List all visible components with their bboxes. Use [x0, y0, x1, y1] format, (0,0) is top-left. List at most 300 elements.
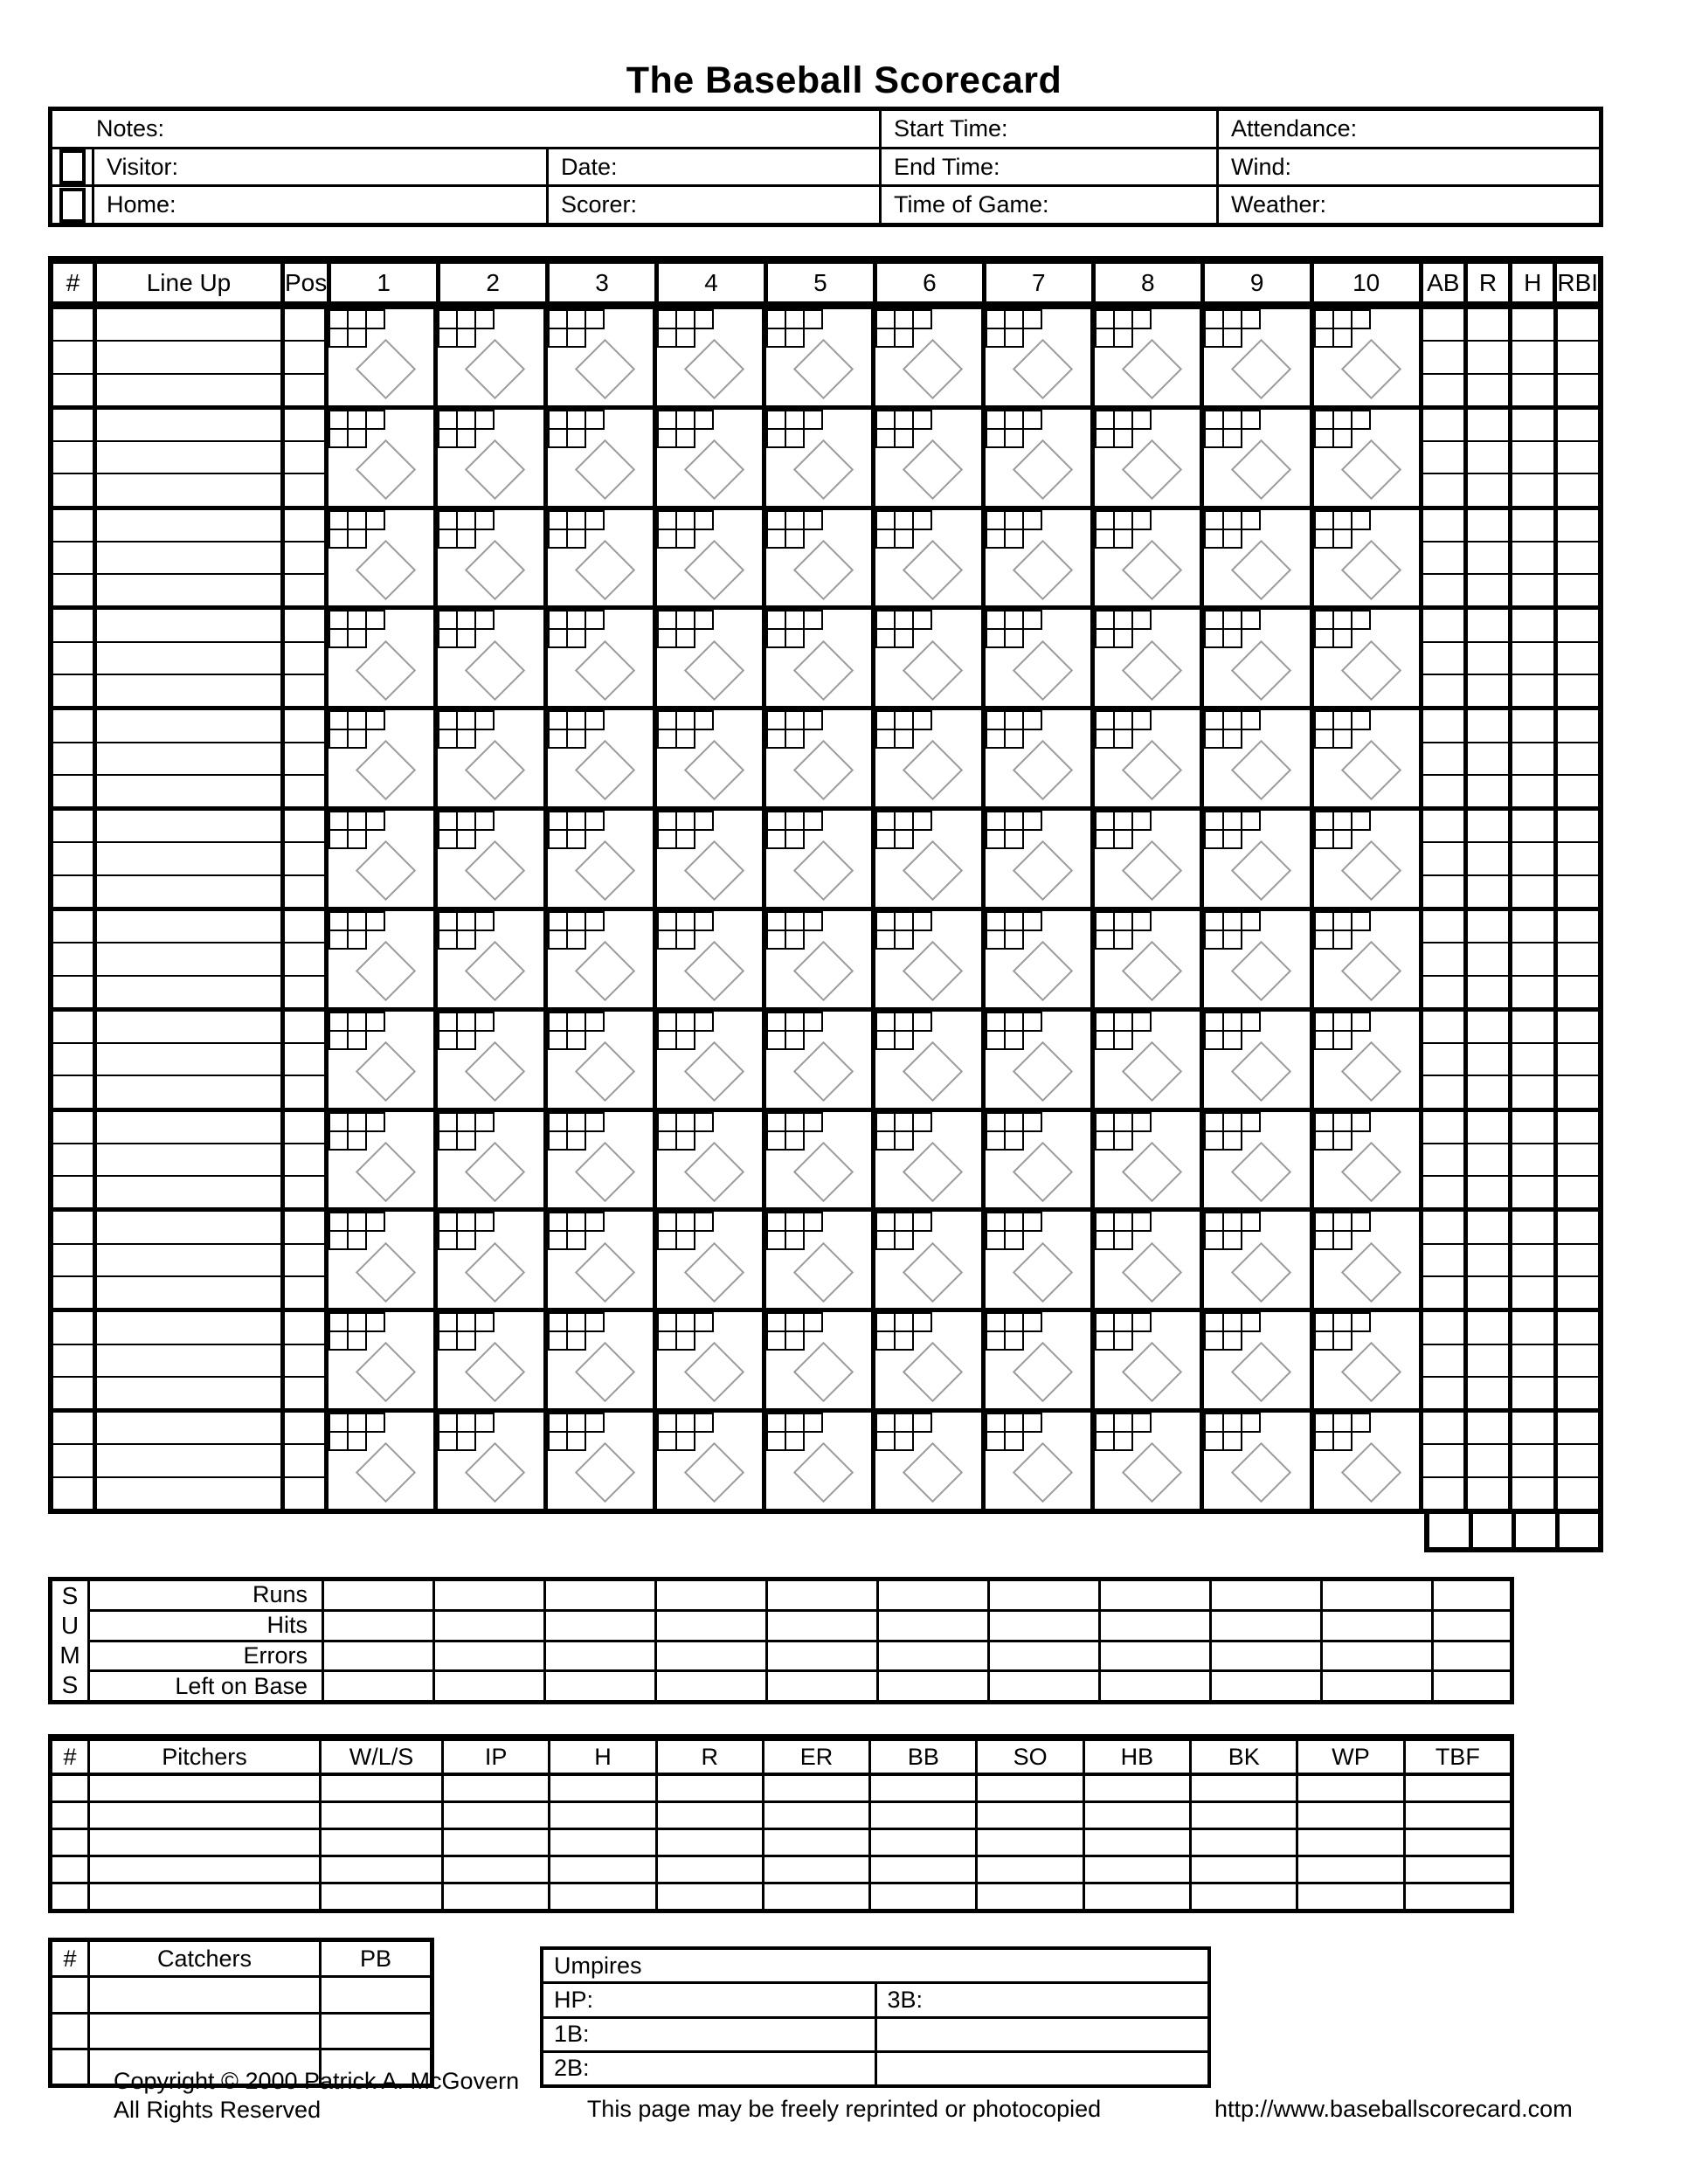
sums-row — [90, 1581, 1510, 1609]
inning-cell — [981, 1112, 1090, 1208]
player-number-cell — [53, 1413, 93, 1509]
player-name-cell — [93, 1012, 280, 1108]
pitch-count-box — [347, 428, 367, 448]
strikes-row — [1095, 428, 1152, 448]
sub-cell — [1468, 340, 1508, 372]
pitch-count-boxes — [875, 1012, 932, 1050]
balls-row — [438, 610, 495, 630]
h-total-cell — [1512, 1514, 1555, 1547]
rbi-stat-cell — [1553, 911, 1598, 1007]
pitch-count-box — [548, 309, 568, 329]
pitch-count-box — [1204, 529, 1224, 549]
pitch-count-box — [456, 811, 476, 831]
strikes-row — [548, 1030, 605, 1050]
basepath-diamond-icon — [356, 339, 416, 399]
sums-inning-cell — [322, 1581, 432, 1609]
pitch-count-box — [1332, 710, 1352, 730]
pitch-count-box — [875, 1413, 896, 1433]
pitch-count-boxes — [548, 510, 605, 549]
pitch-count-box — [548, 628, 568, 648]
h-stat-cell — [1508, 1012, 1553, 1108]
basepath-diamond-icon — [903, 339, 963, 399]
basepath-diamond-icon — [574, 1342, 634, 1402]
pitch-count-box — [329, 1030, 349, 1050]
basepath-diamond-icon — [356, 941, 416, 1001]
pitch-count-boxes — [875, 1413, 932, 1451]
r-stat-cell — [1463, 1212, 1508, 1308]
strikes-row — [329, 930, 385, 950]
inning-8-header: 8 — [1091, 264, 1200, 301]
balls-row — [766, 510, 823, 530]
basepath-diamond-icon — [465, 439, 525, 500]
basepath-diamond-icon — [574, 339, 634, 399]
sub-cell — [97, 410, 280, 440]
pitch-count-box — [894, 729, 914, 749]
pitch-count-box — [766, 510, 786, 530]
pitch-count-box — [1095, 1230, 1115, 1250]
pitch-count-box — [1314, 529, 1334, 549]
pitch-count-boxes — [548, 1312, 605, 1351]
inning-cell — [762, 309, 871, 405]
pitch-count-box — [657, 1012, 677, 1032]
basepath-diamond-icon — [903, 740, 963, 800]
pitch-count-box — [675, 1431, 695, 1451]
pitch-count-box — [1022, 510, 1042, 530]
basepath-diamond-icon — [465, 1241, 525, 1302]
player-position-cell — [280, 309, 324, 405]
inning-cell — [762, 811, 871, 907]
home-plate-umpire-field: HP: — [554, 1986, 594, 2013]
pitch-count-box — [566, 1030, 586, 1050]
sub-cell — [1468, 1042, 1508, 1075]
basepath-diamond-icon — [1122, 1342, 1182, 1402]
sub-cell — [285, 610, 324, 640]
balls-row — [1095, 1212, 1152, 1232]
inning-cell — [871, 1212, 980, 1308]
basepath-diamond-icon — [465, 1442, 525, 1503]
pitch-count-box — [329, 1212, 349, 1232]
player-row — [53, 1308, 1598, 1408]
pitch-count-box — [785, 1330, 805, 1351]
basepath-diamond-icon — [1013, 339, 1073, 399]
sub-cell — [97, 440, 280, 473]
inning-cell — [871, 811, 980, 907]
basepath-diamond-icon — [465, 840, 525, 901]
pitch-count-box — [1113, 729, 1133, 749]
basepath-diamond-icon — [793, 1041, 854, 1102]
pitch-count-box — [1314, 428, 1334, 448]
pitch-count-box — [1095, 911, 1115, 931]
pitcher-data-cell — [319, 1830, 441, 1855]
player-name-cell — [93, 309, 280, 405]
pitch-count-boxes — [875, 1212, 932, 1250]
basepath-diamond-icon — [1340, 339, 1401, 399]
balls-row — [657, 710, 714, 730]
pitch-count-box — [986, 1330, 1006, 1351]
pitcher-data-cell — [655, 1830, 762, 1855]
pitch-count-box — [438, 510, 458, 530]
pitch-count-box — [675, 410, 695, 430]
balls-row — [766, 410, 823, 430]
pitch-count-boxes — [766, 1012, 823, 1050]
balls-row — [986, 811, 1042, 831]
sub-cell — [53, 373, 93, 405]
balls-row — [438, 410, 495, 430]
basepath-diamond-icon — [1231, 339, 1291, 399]
sub-cell — [53, 1112, 93, 1143]
inning-cell — [871, 1012, 980, 1108]
pitch-count-box — [329, 428, 349, 448]
basepath-diamond-icon — [1122, 1241, 1182, 1302]
pitch-count-boxes — [1095, 410, 1152, 448]
strikes-row — [548, 829, 605, 849]
pitch-count-box — [894, 410, 914, 430]
sums-inning-cell — [1209, 1581, 1320, 1609]
pitch-count-boxes — [986, 410, 1042, 448]
pitch-count-box — [1131, 1413, 1152, 1433]
pitch-count-box — [347, 1330, 367, 1351]
pitch-count-boxes — [766, 911, 823, 950]
pitch-count-box — [438, 1330, 458, 1351]
pitch-count-box — [1113, 309, 1133, 329]
pitch-count-box — [894, 510, 914, 530]
pitch-count-box — [438, 710, 458, 730]
inning-cell — [981, 1212, 1090, 1308]
pitch-count-box — [329, 811, 349, 831]
strikes-row — [438, 328, 495, 348]
inning-cell — [433, 1012, 543, 1108]
sub-cell — [285, 874, 324, 907]
pitch-count-boxes — [1204, 710, 1261, 749]
strikes-row — [657, 529, 714, 549]
strikes-row — [986, 529, 1042, 549]
balls-row — [875, 1212, 932, 1232]
basepath-diamond-icon — [684, 1442, 744, 1503]
sub-cell — [53, 1012, 93, 1042]
pitch-count-box — [1241, 1012, 1261, 1032]
pitch-count-box — [1314, 1130, 1334, 1151]
pitch-count-box — [329, 930, 349, 950]
pitch-count-box — [438, 1012, 458, 1032]
pitch-count-boxes — [1095, 811, 1152, 849]
pitch-count-boxes — [1314, 510, 1371, 549]
sub-cell — [285, 1112, 324, 1143]
pitch-count-box — [566, 328, 586, 348]
pitch-count-boxes — [1314, 911, 1371, 950]
pitch-count-box — [986, 930, 1006, 950]
inning-cell — [1090, 710, 1200, 806]
h-stat-cell — [1508, 1413, 1553, 1509]
pitch-count-boxes — [329, 811, 385, 849]
pitch-count-box — [1332, 1130, 1352, 1151]
basepath-diamond-icon — [1122, 439, 1182, 500]
sub-cell — [53, 874, 93, 907]
sums-inning-cell — [654, 1581, 765, 1609]
pitch-count-box — [1131, 410, 1152, 430]
pitch-count-boxes — [875, 1112, 932, 1151]
pitch-count-box — [894, 1312, 914, 1332]
pitcher-data-cell — [975, 1803, 1082, 1828]
strikes-row — [438, 1030, 495, 1050]
pitch-count-boxes — [1204, 510, 1261, 549]
pitch-count-boxes — [548, 710, 605, 749]
inning-cell — [433, 1112, 543, 1208]
visitor-checkbox-cell — [52, 149, 92, 185]
grid-header-row — [53, 264, 1598, 309]
pitch-count-box — [1095, 328, 1115, 348]
info-row-visitor — [52, 147, 1599, 185]
balls-row — [438, 510, 495, 530]
basepath-diamond-icon — [903, 941, 963, 1001]
pitch-count-box — [566, 1230, 586, 1250]
basepath-diamond-icon — [1231, 540, 1291, 600]
balls-row — [329, 1312, 385, 1332]
pitch-count-box — [766, 628, 786, 648]
pitch-count-box — [347, 930, 367, 950]
pitch-count-box — [766, 1330, 786, 1351]
basepath-diamond-icon — [356, 1142, 416, 1202]
pitch-count-box — [548, 1330, 568, 1351]
sums-inning-cell — [654, 1612, 765, 1640]
balls-row — [438, 309, 495, 329]
pitch-count-box — [803, 1312, 823, 1332]
inning-cell — [653, 510, 762, 606]
pitcher-data-cell — [655, 1776, 762, 1800]
pitch-count-box — [1241, 1112, 1261, 1132]
basepath-diamond-icon — [684, 740, 744, 800]
pitch-count-box — [766, 1431, 786, 1451]
inning-cell — [1200, 811, 1309, 907]
pitch-count-box — [875, 710, 896, 730]
pitch-count-boxes — [548, 610, 605, 648]
sub-cell — [97, 774, 280, 806]
inning-cell — [653, 911, 762, 1007]
strikes-row — [1314, 1030, 1371, 1050]
ab-stat-cell — [1419, 410, 1463, 506]
inning-cell — [981, 710, 1090, 806]
sums-inning-cell — [432, 1672, 543, 1700]
pitcher-data-cell — [87, 1857, 319, 1882]
sub-cell — [1423, 309, 1463, 340]
sub-cell — [1558, 440, 1598, 473]
pitch-count-box — [329, 911, 349, 931]
player-position-cell — [280, 410, 324, 506]
rbi-column-header: RBI — [1553, 264, 1598, 301]
pitch-count-box — [875, 610, 896, 630]
strikes-row — [875, 829, 932, 849]
sub-cell — [53, 1075, 93, 1107]
pitch-count-box — [548, 1230, 568, 1250]
pitch-count-box — [986, 911, 1006, 931]
pitch-count-box — [986, 829, 1006, 849]
pitch-count-box — [1204, 911, 1224, 931]
basepath-diamond-icon — [1013, 439, 1073, 500]
pitch-count-box — [803, 1112, 823, 1132]
ab-stat-cell — [1419, 710, 1463, 806]
basepath-diamond-icon — [574, 439, 634, 500]
pitch-count-box — [766, 829, 786, 849]
pitch-count-boxes — [657, 811, 714, 849]
basepath-diamond-icon — [1340, 1342, 1401, 1402]
ab-stat-cell — [1419, 811, 1463, 907]
sums-inning-cell — [765, 1612, 876, 1640]
sub-cell — [97, 1175, 280, 1207]
sums-inning-cell — [432, 1642, 543, 1670]
pitch-count-box — [1222, 1112, 1242, 1132]
player-number-cell — [53, 1012, 93, 1108]
pitch-count-box — [1095, 1330, 1115, 1351]
sub-cell — [285, 841, 324, 874]
pitcher-data-cell — [1189, 1857, 1296, 1882]
pitch-count-box — [1022, 911, 1042, 931]
pitch-count-box — [986, 1130, 1006, 1151]
inning-cell — [324, 811, 433, 907]
pitch-count-box — [1113, 1413, 1133, 1433]
sub-cell — [1468, 373, 1508, 405]
sums-row — [90, 1669, 1510, 1700]
sub-cell — [285, 1476, 324, 1509]
inning-cell — [1200, 610, 1309, 706]
sub-cell — [1558, 911, 1598, 942]
r-total-cell — [1469, 1514, 1512, 1547]
pitch-count-box — [548, 510, 568, 530]
pitcher-data-cell — [762, 1803, 868, 1828]
sub-cell — [1558, 710, 1598, 741]
strikes-row — [875, 1230, 932, 1250]
pitch-count-box — [329, 628, 349, 648]
pitch-count-box — [347, 309, 367, 329]
pitch-count-box — [474, 309, 495, 329]
balls-row — [766, 911, 823, 931]
h-stat-cell — [1508, 1112, 1553, 1208]
pitch-count-box — [675, 1212, 695, 1232]
strikes-row — [1095, 1030, 1152, 1050]
home-checkbox — [59, 188, 86, 223]
pitch-count-box — [657, 729, 677, 749]
pitch-count-box — [1332, 309, 1352, 329]
pitch-count-boxes — [1314, 1212, 1371, 1250]
pitch-count-box — [1113, 328, 1133, 348]
sub-cell — [1468, 742, 1508, 774]
sub-cell — [53, 1376, 93, 1408]
inning-cell — [653, 1112, 762, 1208]
inning-cell — [324, 1112, 433, 1208]
basepath-diamond-icon — [793, 1142, 854, 1202]
pitch-count-box — [474, 1112, 495, 1132]
pitch-count-boxes — [548, 1413, 605, 1451]
balls-row — [986, 510, 1042, 530]
pitch-count-box — [875, 1012, 896, 1032]
pitch-count-box — [912, 1212, 932, 1232]
balls-row — [548, 710, 605, 730]
player-row — [53, 907, 1598, 1007]
inning-cell — [1200, 1212, 1309, 1308]
sums-body — [87, 1581, 1510, 1700]
sub-cell — [1558, 1212, 1598, 1242]
pitch-count-box — [785, 1112, 805, 1132]
visitor-field: Visitor: — [92, 149, 546, 185]
pitch-count-box — [894, 911, 914, 931]
inning-cell — [324, 410, 433, 506]
balls-row — [986, 911, 1042, 931]
rights-line: All Rights Reserved — [114, 2097, 322, 2123]
sub-cell — [1423, 774, 1463, 806]
pitch-count-box — [347, 510, 367, 530]
pitch-count-boxes — [1095, 1413, 1152, 1451]
sums-inning-cell — [876, 1672, 987, 1700]
pitch-count-box — [894, 1012, 914, 1032]
catcher-row — [52, 1975, 430, 2011]
first-base-umpire-field: 1B: — [554, 2021, 590, 2048]
catcher-row — [52, 2012, 430, 2048]
pitch-count-box — [675, 829, 695, 849]
pitch-count-box — [1314, 1112, 1334, 1132]
basepath-diamond-icon — [793, 540, 854, 600]
strikes-row — [329, 529, 385, 549]
inning-cell — [433, 410, 543, 506]
pitch-count-box — [1004, 1112, 1024, 1132]
pitch-count-box — [875, 628, 896, 648]
pitchers-header-row — [52, 1741, 1510, 1776]
pitch-count-box — [894, 829, 914, 849]
inning-cell — [1090, 309, 1200, 405]
pitch-count-box — [1314, 710, 1334, 730]
pitch-count-box — [894, 1130, 914, 1151]
balls-row — [1204, 911, 1261, 931]
basepath-diamond-icon — [574, 1442, 634, 1503]
pitch-count-boxes — [657, 510, 714, 549]
pitch-count-box — [1332, 930, 1352, 950]
balls-row — [1204, 710, 1261, 730]
pitch-count-box — [675, 811, 695, 831]
h-stat-cell — [1508, 510, 1553, 606]
pitch-count-box — [365, 1112, 385, 1132]
pitch-count-box — [1314, 1012, 1334, 1032]
balls-row — [657, 610, 714, 630]
basepath-diamond-icon — [1340, 540, 1401, 600]
basepath-diamond-icon — [574, 941, 634, 1001]
inning-cell — [543, 610, 653, 706]
pitch-count-box — [1351, 1413, 1371, 1433]
pitch-count-box — [1204, 1330, 1224, 1351]
pitch-count-box — [803, 911, 823, 931]
pitch-count-boxes — [986, 1112, 1042, 1151]
strikes-row — [986, 628, 1042, 648]
strikes-row — [329, 628, 385, 648]
sub-cell — [1558, 975, 1598, 1007]
pitch-count-box — [986, 529, 1006, 549]
h-stat-cell — [1508, 811, 1553, 907]
pitch-count-box — [675, 309, 695, 329]
pitch-count-box — [566, 510, 586, 530]
pitch-count-box — [347, 328, 367, 348]
pitcher-data-cell — [655, 1803, 762, 1828]
pitch-count-box — [548, 811, 568, 831]
balls-row — [548, 811, 605, 831]
pitch-count-box — [585, 911, 605, 931]
pitch-count-box — [803, 1413, 823, 1433]
sub-cell — [53, 774, 93, 806]
sub-cell — [1423, 874, 1463, 907]
strikes-row — [1314, 1230, 1371, 1250]
sub-cell — [1558, 1376, 1598, 1408]
pitch-count-box — [1204, 1130, 1224, 1151]
sub-cell — [1468, 1344, 1508, 1376]
strikes-row — [986, 1330, 1042, 1351]
sub-cell — [1558, 1112, 1598, 1143]
sub-cell — [53, 1175, 93, 1207]
pitch-count-box — [875, 729, 896, 749]
